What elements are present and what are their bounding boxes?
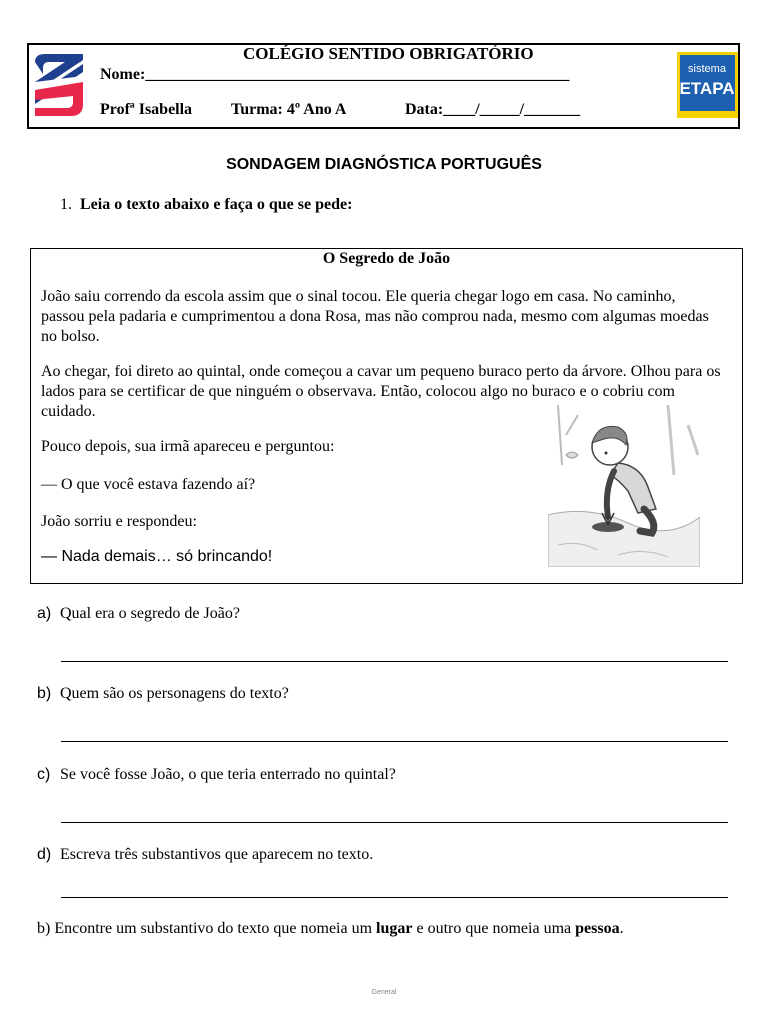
question-1-number: 1.	[60, 196, 72, 213]
answer-line-b[interactable]	[61, 740, 728, 742]
question-1	[60, 196, 352, 214]
name-label: Nome:	[100, 66, 146, 83]
question-a-text: Qual era o segredo de João?	[60, 605, 240, 622]
final-question-prefix: b) Encontre um substantivo do texto que nomeia um	[37, 920, 377, 937]
story-title: O Segredo de João	[322, 250, 451, 267]
final-question-bold-place: lugar	[376, 920, 413, 937]
question-b-letter: b)	[37, 685, 52, 702]
footer-label: General	[371, 989, 397, 996]
name-field[interactable]	[100, 66, 569, 84]
story-paragraph-2: Ao chegar, foi direto ao quintal, onde começou a cavar um pequeno buraco perto da árvore. Olhou para os lados para se certificar de que ninguém o observava. Então, colocou algo no buraco e o cobriu com cuidado.	[41, 363, 721, 420]
question-d-text: Escreva três substantivos que aparecem no texto.	[60, 846, 374, 863]
etapa-logo	[677, 52, 738, 118]
class-label: Turma: 4º Ano A	[231, 101, 347, 118]
final-question-middle: e outro que nomeia uma	[412, 920, 576, 937]
answer-line-c[interactable]	[61, 821, 728, 823]
question-c-letter: c)	[37, 766, 51, 783]
question-d	[37, 846, 373, 864]
question-a-letter: a)	[37, 605, 52, 622]
school-name: COLÉGIO SENTIDO OBRIGATÓRIO	[243, 44, 534, 63]
final-question-bold-person: pessoa	[575, 920, 620, 937]
question-c-text: Se você fosse João, o que teria enterrado no quintal?	[60, 766, 396, 783]
question-a	[37, 605, 240, 623]
story-paragraph-3: Pouco depois, sua irmã apareceu e perguntou:	[41, 438, 335, 455]
question-b	[37, 685, 289, 703]
page-title: SONDAGEM DIAGNÓSTICA PORTUGUÊS	[226, 156, 542, 173]
date-field[interactable]: Data:____/_____/_______	[405, 101, 581, 118]
answer-line-a[interactable]	[61, 660, 728, 662]
story-paragraph-5: João sorriu e respondeu:	[41, 513, 197, 530]
question-noun-place-person	[37, 920, 624, 938]
story-paragraph-4: — O que você estava fazendo aí?	[41, 476, 256, 493]
etapa-top-text: sistema	[688, 63, 726, 75]
question-1-text: Leia o texto abaixo e faça o que se pede:	[80, 196, 353, 213]
teacher-name: Profª Isabella	[100, 101, 193, 118]
story-paragraph-1: João saiu correndo da escola assim que o sinal tocou. Ele queria chegar logo em casa. No caminho, passou pela padaria e cumprimentou a dona Rosa, mas não comprou nada, mesmo com algumas moedas no bolso.	[41, 288, 709, 345]
answer-line-d[interactable]	[61, 896, 728, 898]
question-b-text: Quem são os personagens do texto?	[60, 685, 289, 702]
name-blank[interactable]: _____________________________________________________	[145, 66, 570, 83]
final-question-suffix: .	[619, 920, 624, 937]
story-paragraph-6: — Nada demais… só brincando!	[41, 548, 273, 565]
etapa-bottom-text: ETAPA	[679, 79, 735, 98]
question-d-letter: d)	[37, 846, 52, 863]
question-c	[37, 766, 396, 784]
school-logo	[33, 52, 85, 118]
boy-digging-illustration	[548, 405, 700, 567]
